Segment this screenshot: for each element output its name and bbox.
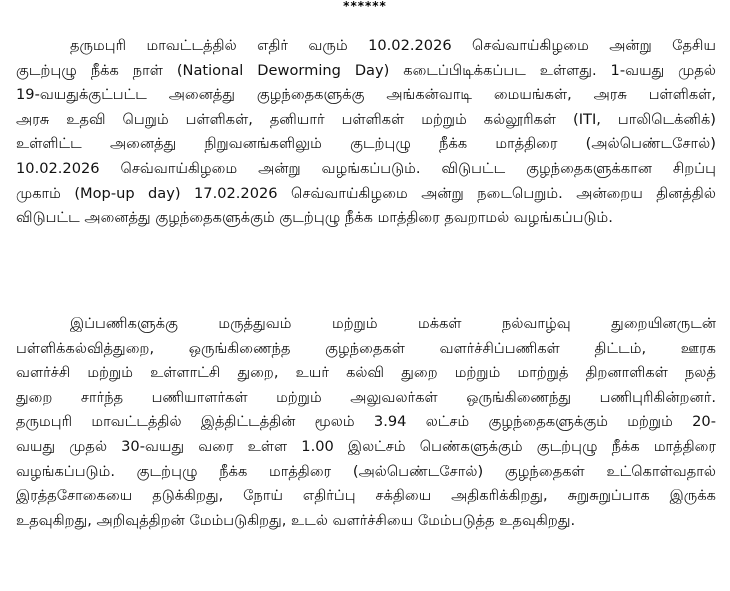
- paragraph-line: உள்ளிட்ட அனைத்து நிறுவனங்களிலும் குடற்புழு நீக்க மாத்திரை (அல்பெண்டசோல்): [16, 135, 716, 153]
- paragraph-line: விடுபட்ட அனைத்து குழந்தைகளுக்கும் குடற்புழு நீக்க மாத்திரை தவறாமல் வழங்கப்படும்.: [16, 209, 613, 227]
- paragraph-line: 10.02.2026 செவ்வாய்கிழமை அன்று வழங்கப்படும். விடுபட்ட குழந்தைகளுக்கான சிறப்பு: [16, 159, 716, 177]
- paragraph-departments: [16, 312, 716, 533]
- paragraph-line: துறை சார்ந்த பணியாளர்கள் மற்றும் அலுவலர்கள் ஒருங்கிணைந்து பணிபுரிகின்றனர்.: [16, 388, 716, 406]
- paragraph-line: இரத்தசோகையை தடுக்கிறது, நோய் எதிர்ப்பு சக்தியை அதிகரிக்கிறது, சுறுசுறுப்பாக இருக்க: [16, 487, 716, 505]
- paragraph-deworming-day: [16, 34, 716, 231]
- paragraph-line: தருமபுரி மாவட்டத்தில் எதிர் வரும் 10.02.2026 செவ்வாய்கிழமை அன்று தேசிய: [70, 37, 716, 54]
- paragraph-line: தருமபுரி மாவட்டத்தில் இத்திட்டத்தின் மூலம் 3.94 லட்சம் குழந்தைகளுக்கும் மற்றும் 20-: [16, 413, 716, 431]
- paragraph-line: வழங்கப்படும். குடற்புழு நீக்க மாத்திரை (அல்பெண்டசோல்) குழந்தைகள் உட்கொள்வதால்: [16, 462, 716, 480]
- separator-stars: ******: [343, 0, 387, 13]
- paragraph-line: இப்பணிகளுக்கு மருத்துவம் மற்றும் மக்கள் நல்வாழ்வு துறையினருடன்: [70, 315, 716, 332]
- paragraph-line: அரசு உதவி பெறும் பள்ளிகள், தனியார் பள்ளிகள் மற்றும் கல்லூரிகள் (ITI, பாலிடெக்னிக்): [16, 110, 716, 128]
- paragraph-line: வயது முதல் 30-வயது வரை உள்ள 1.00 இலட்சம் பெண்களுக்கும் குடற்புழு நீக்க மாத்திரை: [16, 437, 716, 455]
- paragraph-line: குடற்புழு நீக்க நாள் (National Deworming Day) கடைப்பிடிக்கப்பட உள்ளது. 1-வயது முதல்: [16, 61, 716, 79]
- paragraph-line: முகாம் (Mop-up day) 17.02.2026 செவ்வாய்கிழமை அன்று நடைபெறும். அன்றைய தினத்தில்: [16, 184, 716, 202]
- paragraph-line: உதவுகிறது, அறிவுத்திறன் மேம்படுகிறது, உடல் வளர்ச்சியை மேம்படுத்த உதவுகிறது.: [16, 511, 576, 529]
- paragraph-line: 19-வயதுக்குட்பட்ட அனைத்து குழந்தைகளுக்கு அங்கன்வாடி மையங்கள், அரசு பள்ளிகள்,: [16, 86, 716, 104]
- paragraph-line: பள்ளிக்கல்வித்துறை, ஒருங்கிணைந்த குழந்தைகள் வளர்ச்சிப்பணிகள் திட்டம், ஊரக: [16, 339, 716, 357]
- paragraph-line: வளர்ச்சி மற்றும் உள்ளாட்சி துறை, உயர் கல்வி துறை மற்றும் மாற்றுத் திறனாளிகள் நலத்: [16, 364, 716, 382]
